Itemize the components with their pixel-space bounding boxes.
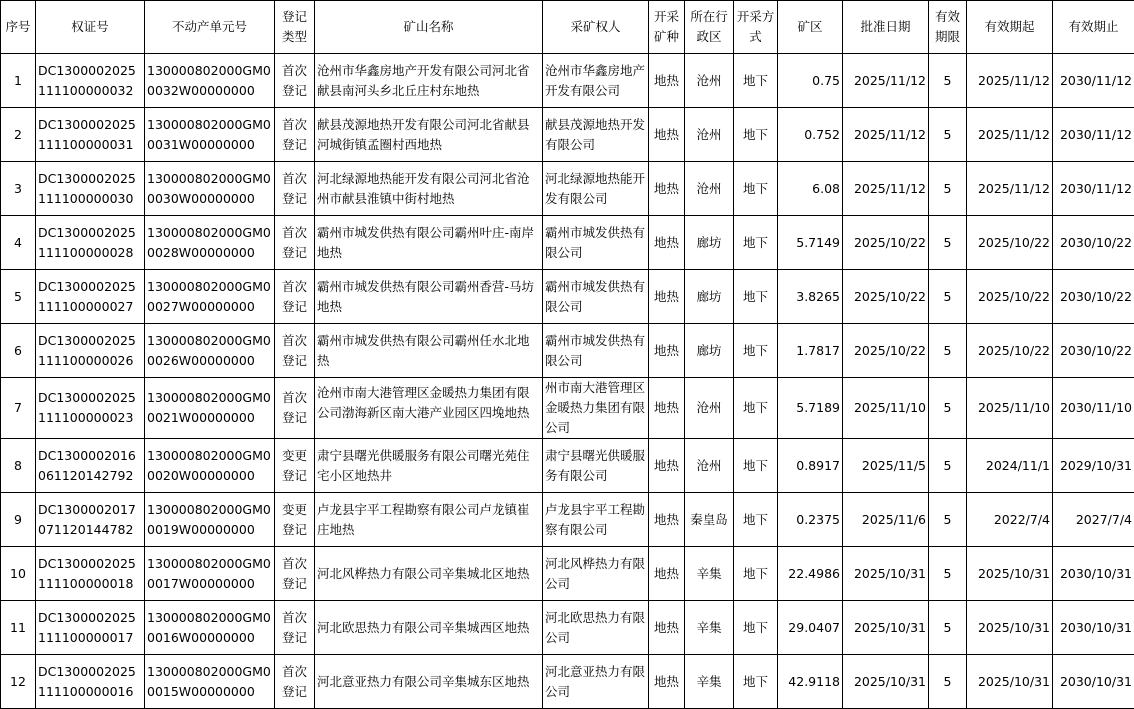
header-registration-type: 登记类型 <box>275 1 315 54</box>
cell-validity-years: 5 <box>929 439 967 493</box>
cell-property-unit-no: 130000802000GM00026W00000000 <box>145 324 275 378</box>
cell-valid-from: 2025/11/12 <box>967 54 1053 108</box>
cell-mining-method: 地下 <box>734 378 778 439</box>
cell-valid-to: 2027/7/4 <box>1053 493 1134 547</box>
cell-validity-years: 5 <box>929 547 967 601</box>
header-valid-from: 有效期起 <box>967 1 1053 54</box>
cell-mining-right-holder: 河北意亚热力有限公司 <box>543 655 649 709</box>
header-approval-date: 批准日期 <box>843 1 929 54</box>
cell-admin-region: 辛集 <box>685 547 734 601</box>
cell-property-unit-no: 130000802000GM00031W00000000 <box>145 108 275 162</box>
cell-validity-years: 5 <box>929 162 967 216</box>
cell-validity-years: 5 <box>929 324 967 378</box>
cell-valid-to: 2030/10/22 <box>1053 216 1134 270</box>
cell-valid-from: 2025/10/31 <box>967 547 1053 601</box>
cell-valid-from: 2025/10/22 <box>967 270 1053 324</box>
table-row <box>1 547 1134 601</box>
cell-registration-type: 首次登记 <box>275 162 315 216</box>
cell-mineral-type: 地热 <box>649 378 685 439</box>
cell-admin-region: 辛集 <box>685 601 734 655</box>
header-mineral-type: 开采矿种 <box>649 1 685 54</box>
cell-approval-date: 2025/11/12 <box>843 162 929 216</box>
table-row <box>1 439 1134 493</box>
cell-valid-from: 2025/10/22 <box>967 324 1053 378</box>
cell-mineral-type: 地热 <box>649 270 685 324</box>
cell-seq: 1 <box>1 54 36 108</box>
cell-certificate-no: DC1300002025111100000017 <box>36 601 145 655</box>
cell-approval-date: 2025/11/12 <box>843 54 929 108</box>
table-row <box>1 493 1134 547</box>
cell-mining-right-holder: 肃宁县曙光供暖服务有限公司 <box>543 439 649 493</box>
cell-mining-right-holder: 州市南大港管理区金暖热力集团有限公司 <box>543 378 649 439</box>
cell-registration-type: 首次登记 <box>275 547 315 601</box>
cell-approval-date: 2025/10/22 <box>843 270 929 324</box>
cell-valid-from: 2024/11/1 <box>967 439 1053 493</box>
table-row <box>1 655 1134 709</box>
cell-seq: 9 <box>1 493 36 547</box>
cell-property-unit-no: 130000802000GM00030W00000000 <box>145 162 275 216</box>
cell-admin-region: 廊坊 <box>685 270 734 324</box>
cell-mineral-type: 地热 <box>649 216 685 270</box>
header-admin-region: 所在行政区 <box>685 1 734 54</box>
cell-valid-from: 2025/10/31 <box>967 601 1053 655</box>
cell-certificate-no: DC1300002025111100000018 <box>36 547 145 601</box>
cell-approval-date: 2025/11/5 <box>843 439 929 493</box>
cell-mining-area: 42.9118 <box>778 655 843 709</box>
cell-registration-type: 首次登记 <box>275 270 315 324</box>
cell-seq: 8 <box>1 439 36 493</box>
cell-mine-name: 沧州市华鑫房地产开发有限公司河北省献县南河头乡北丘庄村东地热 <box>315 54 543 108</box>
cell-valid-to: 2030/11/12 <box>1053 162 1134 216</box>
cell-certificate-no: DC1300002025111100000032 <box>36 54 145 108</box>
cell-mining-area: 1.7817 <box>778 324 843 378</box>
cell-certificate-no: DC1300002025111100000026 <box>36 324 145 378</box>
cell-valid-to: 2030/10/31 <box>1053 547 1134 601</box>
cell-mining-method: 地下 <box>734 601 778 655</box>
cell-mining-right-holder: 河北风桦热力有限公司 <box>543 547 649 601</box>
cell-mining-area: 5.7189 <box>778 378 843 439</box>
cell-approval-date: 2025/10/31 <box>843 547 929 601</box>
cell-mining-method: 地下 <box>734 270 778 324</box>
table-row <box>1 601 1134 655</box>
cell-validity-years: 5 <box>929 493 967 547</box>
cell-mining-method: 地下 <box>734 324 778 378</box>
cell-valid-to: 2030/11/12 <box>1053 54 1134 108</box>
cell-mine-name: 沧州市南大港管理区金暖热力集团有限公司渤海新区南大港产业园区四堍地热 <box>315 378 543 439</box>
cell-mining-area: 3.8265 <box>778 270 843 324</box>
cell-admin-region: 廊坊 <box>685 216 734 270</box>
cell-mining-method: 地下 <box>734 54 778 108</box>
cell-validity-years: 5 <box>929 216 967 270</box>
cell-mining-area: 5.7149 <box>778 216 843 270</box>
cell-mining-area: 0.752 <box>778 108 843 162</box>
cell-mining-area: 22.4986 <box>778 547 843 601</box>
cell-certificate-no: DC1300002025111100000027 <box>36 270 145 324</box>
cell-registration-type: 首次登记 <box>275 601 315 655</box>
cell-mining-right-holder: 沧州市华鑫房地产开发有限公司 <box>543 54 649 108</box>
cell-admin-region: 廊坊 <box>685 324 734 378</box>
cell-mineral-type: 地热 <box>649 601 685 655</box>
cell-mining-area: 0.2375 <box>778 493 843 547</box>
table-header-row <box>1 1 1134 54</box>
cell-mining-area: 6.08 <box>778 162 843 216</box>
cell-mineral-type: 地热 <box>649 439 685 493</box>
cell-seq: 6 <box>1 324 36 378</box>
cell-approval-date: 2025/10/22 <box>843 216 929 270</box>
cell-mine-name: 河北风桦热力有限公司辛集城北区地热 <box>315 547 543 601</box>
cell-mining-area: 0.8917 <box>778 439 843 493</box>
cell-registration-type: 首次登记 <box>275 216 315 270</box>
table-row <box>1 162 1134 216</box>
cell-mineral-type: 地热 <box>649 547 685 601</box>
header-property-unit-no: 不动产单元号 <box>145 1 275 54</box>
cell-registration-type: 首次登记 <box>275 324 315 378</box>
cell-valid-to: 2030/10/31 <box>1053 601 1134 655</box>
cell-mine-name: 献县茂源地热开发有限公司河北省献县河城街镇孟圈村西地热 <box>315 108 543 162</box>
cell-mineral-type: 地热 <box>649 54 685 108</box>
cell-mining-method: 地下 <box>734 655 778 709</box>
cell-approval-date: 2025/11/12 <box>843 108 929 162</box>
cell-mining-method: 地下 <box>734 162 778 216</box>
cell-seq: 10 <box>1 547 36 601</box>
cell-mine-name: 河北绿源地热能开发有限公司河北省沧州市献县淮镇中街村地热 <box>315 162 543 216</box>
cell-validity-years: 5 <box>929 655 967 709</box>
header-seq: 序号 <box>1 1 36 54</box>
cell-mining-right-holder: 霸州市城发供热有限公司 <box>543 270 649 324</box>
cell-certificate-no: DC1300002025111100000023 <box>36 378 145 439</box>
cell-seq: 5 <box>1 270 36 324</box>
cell-valid-from: 2025/11/10 <box>967 378 1053 439</box>
cell-registration-type: 首次登记 <box>275 655 315 709</box>
cell-valid-to: 2030/10/31 <box>1053 655 1134 709</box>
cell-valid-to: 2030/10/22 <box>1053 270 1134 324</box>
cell-registration-type: 首次登记 <box>275 378 315 439</box>
cell-mining-right-holder: 献县茂源地热开发有限公司 <box>543 108 649 162</box>
cell-approval-date: 2025/10/31 <box>843 655 929 709</box>
cell-mining-method: 地下 <box>734 216 778 270</box>
cell-mineral-type: 地热 <box>649 493 685 547</box>
cell-valid-to: 2030/11/10 <box>1053 378 1134 439</box>
cell-admin-region: 沧州 <box>685 108 734 162</box>
cell-valid-from: 2022/7/4 <box>967 493 1053 547</box>
cell-valid-from: 2025/10/31 <box>967 655 1053 709</box>
cell-mining-right-holder: 卢龙县宇平工程勘察有限公司 <box>543 493 649 547</box>
cell-approval-date: 2025/10/22 <box>843 324 929 378</box>
cell-admin-region: 沧州 <box>685 439 734 493</box>
cell-mineral-type: 地热 <box>649 162 685 216</box>
cell-mine-name: 河北意亚热力有限公司辛集城东区地热 <box>315 655 543 709</box>
header-valid-to: 有效期止 <box>1053 1 1134 54</box>
cell-valid-to: 2030/11/12 <box>1053 108 1134 162</box>
cell-certificate-no: DC1300002016061120142792 <box>36 439 145 493</box>
cell-mineral-type: 地热 <box>649 324 685 378</box>
cell-seq: 2 <box>1 108 36 162</box>
cell-property-unit-no: 130000802000GM00021W00000000 <box>145 378 275 439</box>
cell-mining-right-holder: 霸州市城发供热有限公司 <box>543 216 649 270</box>
cell-mining-method: 地下 <box>734 547 778 601</box>
cell-mine-name: 肃宁县曙光供暖服务有限公司曙光苑住宅小区地热井 <box>315 439 543 493</box>
cell-valid-from: 2025/11/12 <box>967 162 1053 216</box>
header-mining-area: 矿区 <box>778 1 843 54</box>
cell-validity-years: 5 <box>929 601 967 655</box>
table-row <box>1 54 1134 108</box>
cell-mine-name: 霸州市城发供热有限公司霸州叶庄-南岸地热 <box>315 216 543 270</box>
cell-certificate-no: DC1300002025111100000016 <box>36 655 145 709</box>
cell-registration-type: 首次登记 <box>275 54 315 108</box>
cell-certificate-no: DC1300002025111100000031 <box>36 108 145 162</box>
header-certificate-no: 权证号 <box>36 1 145 54</box>
cell-seq: 11 <box>1 601 36 655</box>
cell-valid-from: 2025/10/22 <box>967 216 1053 270</box>
cell-admin-region: 沧州 <box>685 54 734 108</box>
table-row <box>1 216 1134 270</box>
cell-property-unit-no: 130000802000GM00015W00000000 <box>145 655 275 709</box>
cell-mine-name: 河北欧思热力有限公司辛集城西区地热 <box>315 601 543 655</box>
header-validity-years: 有效期限 <box>929 1 967 54</box>
cell-validity-years: 5 <box>929 108 967 162</box>
cell-property-unit-no: 130000802000GM00020W00000000 <box>145 439 275 493</box>
cell-seq: 4 <box>1 216 36 270</box>
cell-valid-to: 2029/10/31 <box>1053 439 1134 493</box>
cell-mining-right-holder: 河北欧思热力有限公司 <box>543 601 649 655</box>
cell-registration-type: 变更登记 <box>275 493 315 547</box>
cell-admin-region: 秦皇岛 <box>685 493 734 547</box>
table-row <box>1 378 1134 439</box>
cell-property-unit-no: 130000802000GM00028W00000000 <box>145 216 275 270</box>
header-mine-name: 矿山名称 <box>315 1 543 54</box>
cell-certificate-no: DC1300002025111100000030 <box>36 162 145 216</box>
header-mining-method: 开采方式 <box>734 1 778 54</box>
cell-approval-date: 2025/11/6 <box>843 493 929 547</box>
cell-valid-to: 2030/10/22 <box>1053 324 1134 378</box>
cell-valid-from: 2025/11/12 <box>967 108 1053 162</box>
table-row <box>1 108 1134 162</box>
cell-approval-date: 2025/10/31 <box>843 601 929 655</box>
cell-validity-years: 5 <box>929 54 967 108</box>
cell-seq: 7 <box>1 378 36 439</box>
cell-mineral-type: 地热 <box>649 655 685 709</box>
cell-seq: 3 <box>1 162 36 216</box>
cell-mining-method: 地下 <box>734 439 778 493</box>
table-row <box>1 270 1134 324</box>
cell-admin-region: 沧州 <box>685 162 734 216</box>
cell-registration-type: 首次登记 <box>275 108 315 162</box>
cell-approval-date: 2025/11/10 <box>843 378 929 439</box>
cell-property-unit-no: 130000802000GM00017W00000000 <box>145 547 275 601</box>
cell-admin-region: 辛集 <box>685 655 734 709</box>
cell-property-unit-no: 130000802000GM00019W00000000 <box>145 493 275 547</box>
cell-admin-region: 沧州 <box>685 378 734 439</box>
cell-mine-name: 霸州市城发供热有限公司霸州香营-马坊地热 <box>315 270 543 324</box>
cell-mining-method: 地下 <box>734 108 778 162</box>
header-mining-right-holder: 采矿权人 <box>543 1 649 54</box>
cell-certificate-no: DC1300002025111100000028 <box>36 216 145 270</box>
cell-property-unit-no: 130000802000GM00032W00000000 <box>145 54 275 108</box>
cell-registration-type: 变更登记 <box>275 439 315 493</box>
cell-mining-method: 地下 <box>734 493 778 547</box>
cell-mineral-type: 地热 <box>649 108 685 162</box>
table-row <box>1 324 1134 378</box>
cell-certificate-no: DC1300002017071120144782 <box>36 493 145 547</box>
cell-property-unit-no: 130000802000GM00027W00000000 <box>145 270 275 324</box>
cell-mine-name: 卢龙县宇平工程勘察有限公司卢龙镇崔庄地热 <box>315 493 543 547</box>
cell-mining-right-holder: 河北绿源地热能开发有限公司 <box>543 162 649 216</box>
cell-mining-area: 29.0407 <box>778 601 843 655</box>
cell-mine-name: 霸州市城发供热有限公司霸州任水北地热 <box>315 324 543 378</box>
cell-validity-years: 5 <box>929 378 967 439</box>
cell-mining-right-holder: 霸州市城发供热有限公司 <box>543 324 649 378</box>
cell-validity-years: 5 <box>929 270 967 324</box>
cell-mining-area: 0.75 <box>778 54 843 108</box>
cell-property-unit-no: 130000802000GM00016W00000000 <box>145 601 275 655</box>
cell-seq: 12 <box>1 655 36 709</box>
